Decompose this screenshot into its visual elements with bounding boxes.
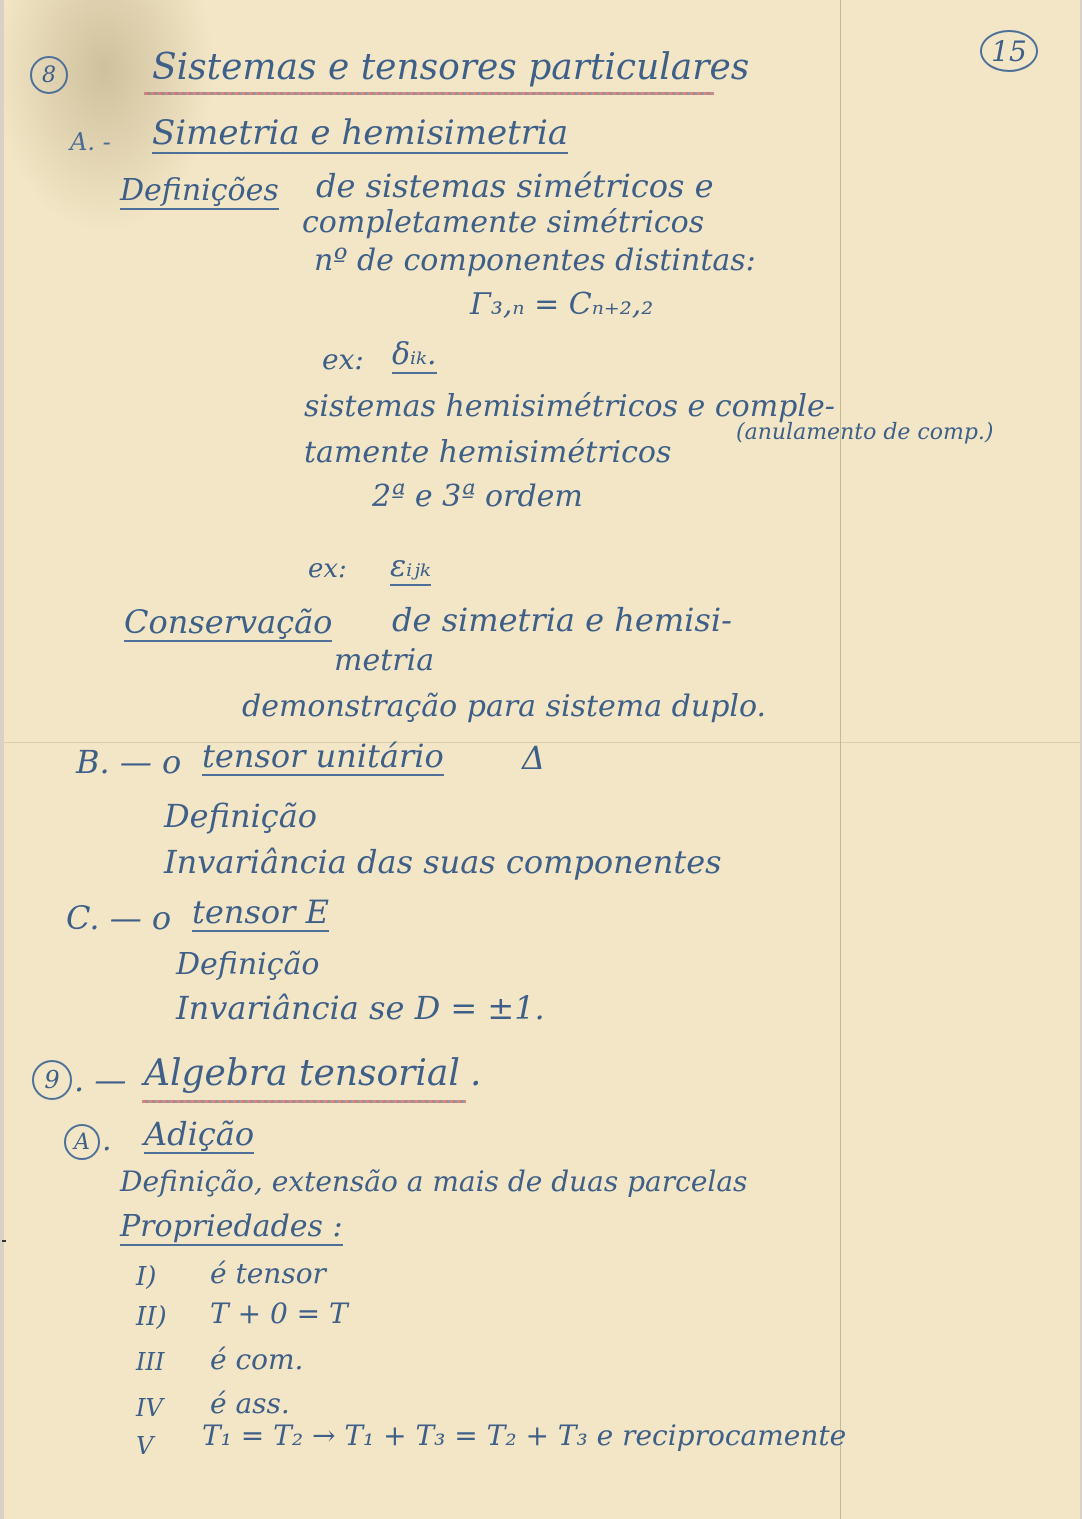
conservacao-line-3: demonstração para sistema duplo. — [242, 689, 767, 724]
section-8c-title: tensor E — [192, 893, 329, 931]
section-9-title-underline — [142, 1100, 466, 1103]
property-4-text: é ass. — [210, 1387, 290, 1420]
hemisimetria-line-3: 2ª e 3ª ordem — [372, 479, 583, 514]
property-4-number: IV — [136, 1394, 163, 1422]
property-5-number: V — [136, 1432, 154, 1460]
hemisimetria-line-2: tamente hemisimétricos — [304, 435, 672, 470]
section-8a-title: Simetria e hemisimetria — [152, 113, 569, 153]
conservacao-label: Conservação — [124, 603, 333, 641]
definicoes-line-3: nº de componentes distintas: — [314, 243, 756, 278]
property-5-text: T₁ = T₂ → T₁ + T₃ = T₂ + T₃ e reciprocamente — [202, 1419, 847, 1452]
section-8c-line-1: Definição — [176, 947, 320, 982]
page-number: 15 — [991, 34, 1027, 68]
property-2-number: II) — [136, 1302, 167, 1332]
section-8-title-underline — [144, 92, 714, 95]
example-2-label: ex: — [308, 554, 347, 584]
conservacao-line-2: metria — [334, 643, 435, 678]
definicoes-line-1: de sistemas simétricos e — [316, 167, 714, 205]
section-8b-label: B. — o — [76, 743, 182, 781]
section-9a-label-circle — [64, 1124, 100, 1160]
hemisimetria-line-1: sistemas hemisimétricos e comple- — [304, 389, 835, 424]
property-2-text: T + 0 = T — [210, 1297, 348, 1330]
section-9a-line-1: Definição, extensão a mais de duas parcelas — [120, 1165, 748, 1198]
section-9-dash: . — — [74, 1061, 127, 1099]
example-1-kronecker: δᵢₖ. — [392, 337, 437, 372]
section-8b-line-2: Invariância das suas componentes — [164, 843, 722, 881]
example-1-label: ex: — [322, 343, 364, 376]
page-number-circle — [980, 30, 1038, 72]
definicoes-line-2: completamente simétricos — [302, 205, 705, 240]
propriedades-label: Propriedades : — [120, 1209, 343, 1244]
example-2-epsilon: εᵢⱼₖ — [390, 549, 432, 584]
definicoes-label: Definições — [120, 173, 279, 208]
combination-formula: Γ₃,ₙ = Cₙ₊₂,₂ — [470, 287, 654, 322]
conservacao-line-1: de simetria e hemisi- — [392, 601, 732, 639]
section-9a-title: Adição — [144, 1115, 255, 1153]
page-fold-line — [840, 0, 841, 1519]
property-1-number: I) — [136, 1262, 157, 1292]
property-3-number: III — [136, 1348, 165, 1376]
margin-mark — [2, 1240, 6, 1242]
section-9-number-circle — [32, 1060, 72, 1100]
section-9-title: Algebra tensorial — [144, 1053, 460, 1094]
section-9-title-end: . — [470, 1053, 482, 1094]
section-9a-dot: . — [102, 1123, 112, 1158]
property-1-text: é tensor — [210, 1257, 326, 1290]
section-8-title: Sistemas e tensores particulares — [152, 47, 750, 88]
section-8a-label: A. - — [70, 128, 111, 156]
section-8-number-circle — [30, 56, 68, 94]
section-8c-label: C. — o — [66, 899, 172, 937]
section-8b-title: tensor unitário — [202, 737, 444, 775]
section-9-number: 9 — [44, 1066, 60, 1094]
section-8c-line-2: Invariância se D = ±1. — [176, 989, 545, 1027]
property-3-text: é com. — [210, 1343, 304, 1376]
section-9a-label: A — [74, 1129, 90, 1155]
hemisimetria-note: (anulamento de comp.) — [736, 420, 994, 445]
delta-symbol: Δ — [522, 739, 546, 777]
section-8b-line-1: Definição — [164, 797, 318, 835]
section-8-number: 8 — [42, 62, 56, 88]
notebook-page — [4, 0, 1080, 1519]
